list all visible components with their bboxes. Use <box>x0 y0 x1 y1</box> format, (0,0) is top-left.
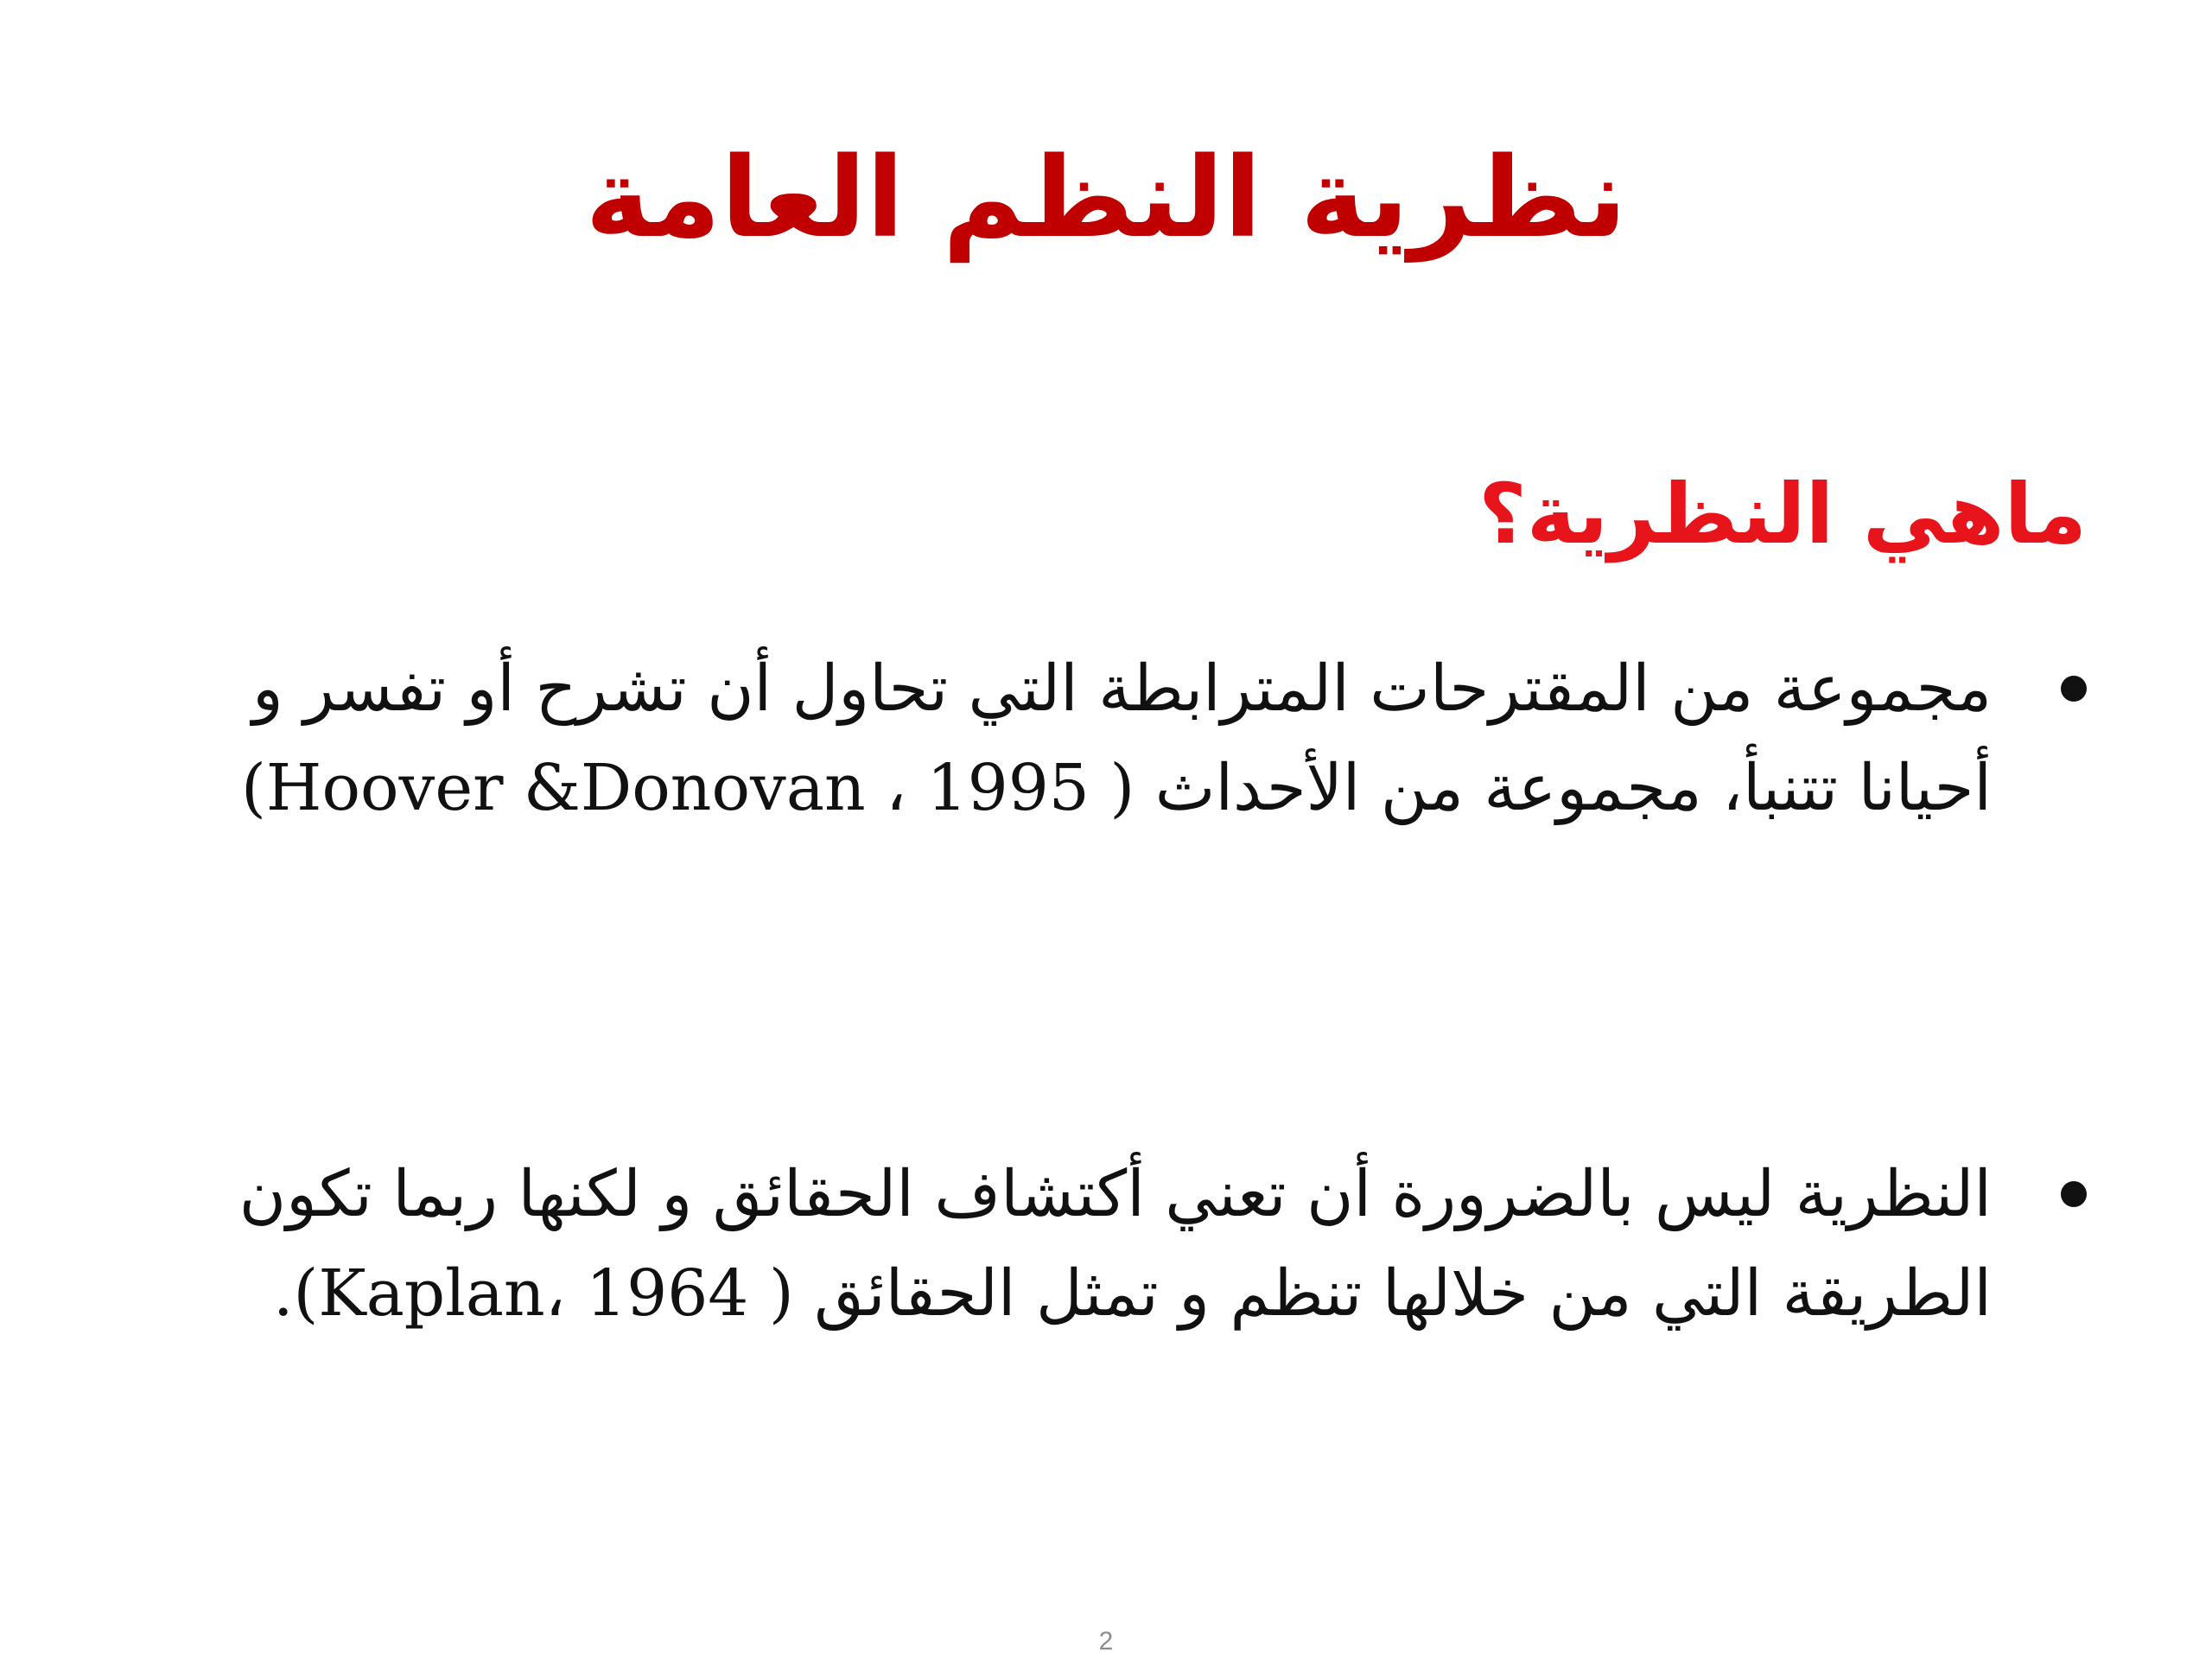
bullet-item <box>125 639 2087 838</box>
slide-subtitle: ماهي النظرية؟ <box>1478 466 2087 563</box>
bullet-text: النظرية ليس بالضرورة أن تعني أكتشاف الحقائق و لكنها ربما تكون الطريقة التي من خلالها تنظم و تمثل الحقائق ( Kaplan، 1964). <box>238 1157 1992 1331</box>
slide-title: نظرية النظم العامة <box>585 134 1627 263</box>
bullet-text: مجموعة من المقترحات المترابطة التي تحاول أن تشرح أو تفسر و أحيانا تتنبأ، مجموعة من الأحداث ( Hoover &Donovan ، 1995) <box>241 652 1992 825</box>
page-number: 2 <box>1098 1627 1114 1656</box>
bullet-item <box>125 1145 2087 1344</box>
